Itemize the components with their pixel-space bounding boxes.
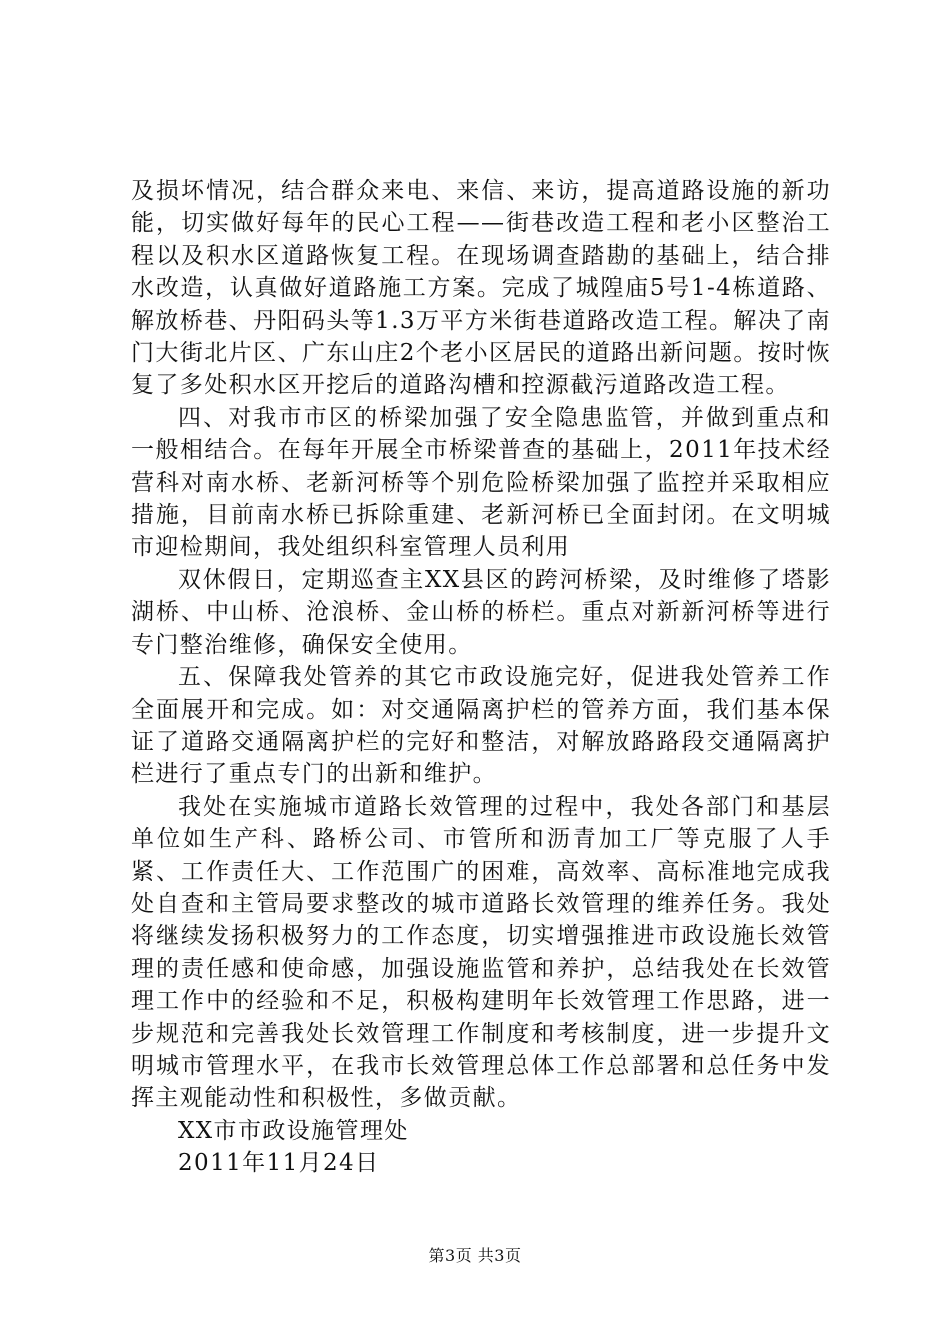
paragraph-bridge-inspection: 双休假日，定期巡查主XX县区的跨河桥梁，及时维修了塔影湖桥、中山桥、沧浪桥、金山桥的桥栏。重点对新新河桥等进行专门整治维修，确保安全使用。: [131, 566, 831, 658]
paragraph-road-renovation: 及损坏情况，结合群众来电、来信、来访，提高道路设施的新功能，切实做好每年的民心工程——街巷改造工程和老小区整治工程以及积水区道路恢复工程。在现场调查踏勘的基础上，结合排水改造，认真做好道路施工方案。完成了城隍庙5号1-4栋道路、解放桥巷、丹阳码头等1.3万平方米街巷道路改造工程。解决了南门大街北片区、广东山庄2个老小区居民的道路出新问题。按时恢复了多处积水区开挖后的道路沟槽和控源截污道路改造工程。: [131, 178, 831, 399]
signature-organization: XX市市政设施管理处: [178, 1117, 409, 1144]
paragraph-summary: 我处在实施城市道路长效管理的过程中，我处各部门和基层单位如生产科、路桥公司、市管所和沥青加工厂等克服了人手紧、工作责任大、工作范围广的困难，高效率、高标准地完成我处自查和主管局要求整改的城市道路长效管理的维养任务。我处将继续发扬积极努力的工作态度，切实增强推进市政设施长效管理的责任感和使命感，加强设施监管和养护，总结我处在长效管理工作中的经验和不足，积极构建明年长效管理工作思路，进一步规范和完善我处长效管理工作制度和考核制度，进一步提升文明城市管理水平，在我市长效管理总体工作总部署和总任务中发挥主观能动性和积极性，多做贡献。: [131, 793, 831, 1112]
page-footer: 第3页 共3页: [428, 1246, 522, 1265]
document-body: [131, 175, 831, 1180]
paragraph-facility-maintenance: 五、保障我处管养的其它市政设施完好，促进我处管养工作全面展开和完成。如：对交通隔离护栏的管养方面，我们基本保证了道路交通隔离护栏的完好和整洁，对解放路路段交通隔离护栏进行了重点专门的出新和维护。: [131, 664, 831, 788]
signature-date: 2011年11月24日: [178, 1150, 380, 1177]
paragraph-bridge-safety: 四、对我市市区的桥梁加强了安全隐患监管，并做到重点和一般相结合。在每年开展全市桥梁普查的基础上，2011年技术经营科对南水桥、老新河桥等个别危险桥梁加强了监控并采取相应措施，目前南水桥已拆除重建、老新河桥已全面封闭。在文明城市迎检期间，我处组织科室管理人员利用: [131, 404, 831, 561]
